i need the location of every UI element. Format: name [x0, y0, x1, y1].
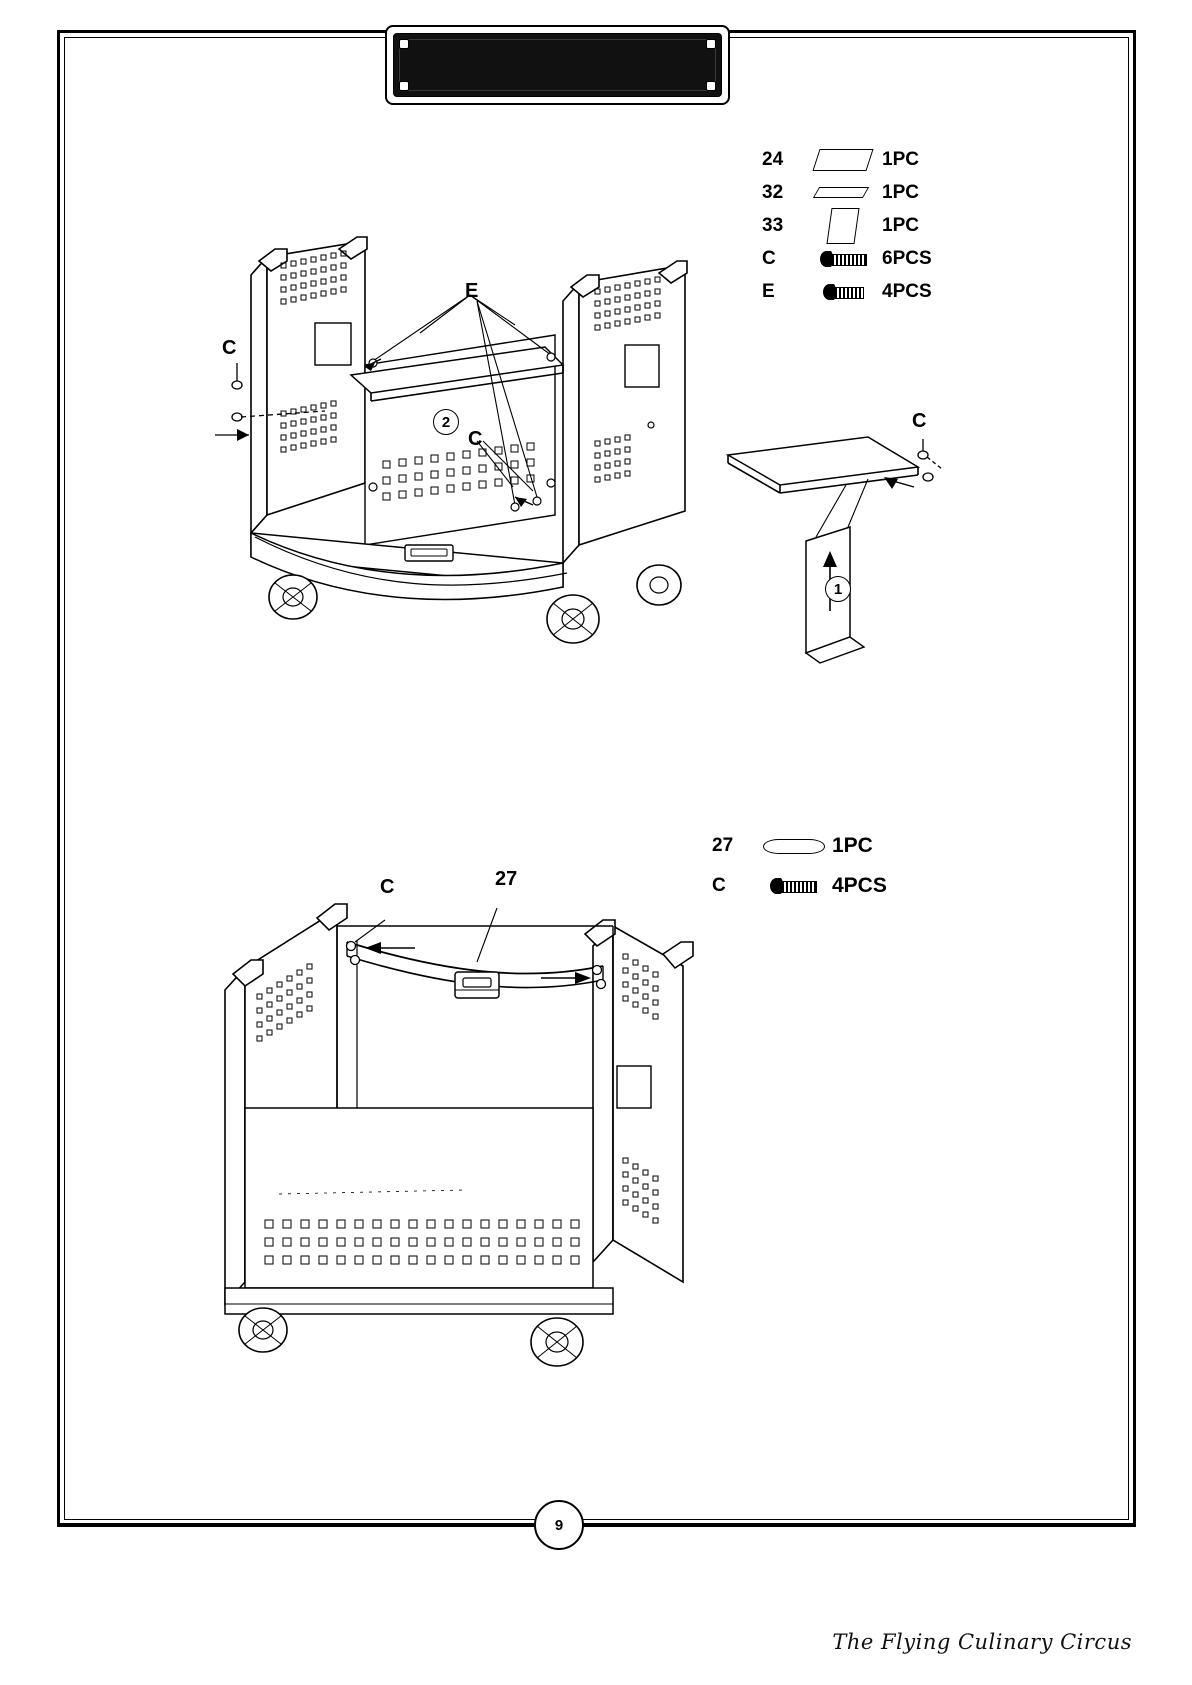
- legend-row: [712, 866, 922, 906]
- legend-part-id: C: [762, 247, 776, 269]
- banner-corner-bl: [399, 81, 409, 91]
- screw-icon: [804, 284, 882, 300]
- legend-row: [762, 209, 972, 242]
- callout-label-E: E: [465, 280, 479, 302]
- diagram-cart-assembly: [215, 215, 755, 665]
- screw-icon: [754, 878, 832, 894]
- header-banner: [385, 25, 730, 105]
- legend-part-id: 32: [762, 181, 784, 203]
- diagram-shelf-bracket-detail: [718, 415, 968, 665]
- legend-part-id: 27: [712, 835, 734, 856]
- banner-corner-br: [706, 81, 716, 91]
- banner-corner-tl: [399, 39, 409, 49]
- diagram-cart-front-rail: [205, 890, 725, 1390]
- legend-part-icon: [804, 208, 882, 244]
- banner-fill: [393, 33, 722, 97]
- callout-label-C-inner: C: [468, 428, 483, 450]
- legend-part-id: C: [712, 875, 726, 896]
- legend-part-id: 24: [762, 148, 784, 170]
- step-marker-1: 1: [825, 576, 851, 602]
- legend-row: [762, 275, 972, 308]
- legend-part-icon: [804, 149, 882, 171]
- callout-label-C-left: C: [222, 337, 237, 359]
- legend-row: [762, 143, 972, 176]
- parts-legend-bottom: [712, 826, 922, 906]
- legend-part-qty: 1PC: [882, 148, 919, 170]
- page-number-badge: 9: [534, 1500, 584, 1550]
- legend-part-icon: [804, 185, 882, 201]
- legend-part-id: 33: [762, 214, 784, 236]
- legend-part-qty: 1PC: [832, 834, 873, 857]
- callout-label-C-bottom: C: [380, 876, 395, 898]
- legend-row: [712, 826, 922, 866]
- legend-part-qty: 6PCS: [882, 247, 932, 269]
- footer-divider: [57, 1523, 1136, 1525]
- legend-part-icon: [754, 839, 832, 853]
- callout-label-27: 27: [495, 868, 518, 890]
- banner-title: [394, 34, 721, 96]
- screw-icon: [804, 251, 882, 267]
- legend-row: [762, 176, 972, 209]
- parts-legend-top: [762, 143, 972, 308]
- step-marker-2: 2: [433, 409, 459, 435]
- brand-logo: The Flying Culinary Circus: [832, 1630, 1132, 1654]
- legend-part-qty: 4PCS: [832, 874, 887, 897]
- legend-row: [762, 242, 972, 275]
- banner-corner-tr: [706, 39, 716, 49]
- callout-label-C-detail: C: [912, 410, 927, 432]
- legend-part-qty: 4PCS: [882, 280, 932, 302]
- legend-part-id: E: [762, 280, 775, 302]
- legend-part-qty: 1PC: [882, 181, 919, 203]
- legend-part-qty: 1PC: [882, 214, 919, 236]
